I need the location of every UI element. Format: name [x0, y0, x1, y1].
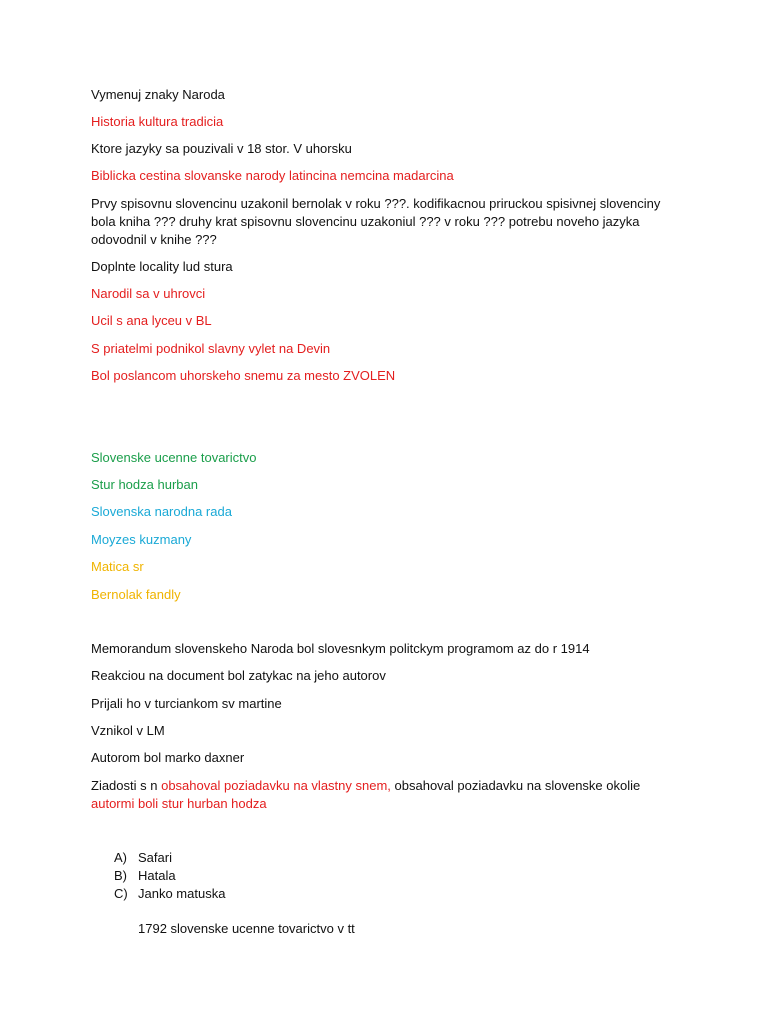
answer-line: Biblicka cestina slovanske narody latincina nemcina madarcina: [91, 168, 454, 183]
memorandum-line: Reakciou na document bol zatykac na jeho autorov: [91, 668, 386, 683]
question-line: Ktore jazyky sa pouzivali v 18 stor. V uhorsku: [91, 141, 352, 156]
text-segment-red: obsahoval poziadavku na vlastny snem,: [161, 778, 391, 793]
list-marker: C): [114, 886, 128, 901]
list-item: [114, 849, 172, 867]
blue-line: Moyzes kuzmany: [91, 532, 192, 547]
paragraph-line: Prvy spisovnu slovencinu uzakonil bernolak v roku ???. kodifikacnou priruckou spisivnej slovenciny: [91, 196, 661, 211]
paragraph-line: bola kniha ??? druhy krat spisovnu slovencinu uzakoniul ??? v roku ??? potrebu noveho jazyka: [91, 214, 640, 229]
list-text: Hatala: [138, 868, 176, 883]
list-text: Safari: [138, 850, 172, 865]
memorandum-line: Vznikol v LM: [91, 723, 165, 738]
list-item: [114, 867, 176, 885]
paragraph-line: odovodnil v knihe ???: [91, 232, 217, 247]
answer-line: S priatelmi podnikol slavny vylet na Devin: [91, 341, 331, 356]
green-line: Slovenske ucenne tovarictvo: [91, 450, 257, 465]
yellow-line: Matica sr: [91, 559, 144, 574]
question-line: Doplnte locality lud stura: [91, 259, 233, 274]
list-item: [114, 885, 225, 903]
indented-line: 1792 slovenske ucenne tovarictvo v tt: [138, 921, 355, 936]
text-segment: Ziadosti s n: [91, 778, 162, 793]
list-text: Janko matuska: [138, 886, 226, 901]
yellow-line: Bernolak fandly: [91, 587, 181, 602]
green-line: Stur hodza hurban: [91, 477, 198, 492]
memorandum-line: Prijali ho v turciankom sv martine: [91, 696, 282, 711]
mixed-line: [91, 777, 640, 795]
answer-line: autormi boli stur hurban hodza: [91, 796, 267, 811]
question-line: Vymenuj znaky Naroda: [91, 87, 225, 102]
memorandum-line: Memorandum slovenskeho Naroda bol slovesnkym politckym programom az do r 1914: [91, 641, 590, 656]
text-segment: obsahoval poziadavku na slovenske okolie: [390, 778, 641, 793]
answer-line: Ucil s ana lyceu v BL: [91, 313, 212, 328]
blue-line: Slovenska narodna rada: [91, 504, 232, 519]
memorandum-line: Autorom bol marko daxner: [91, 750, 245, 765]
answer-line: Historia kultura tradicia: [91, 114, 224, 129]
list-marker: B): [114, 868, 127, 883]
answer-line: Bol poslancom uhorskeho snemu za mesto ZVOLEN: [91, 368, 396, 383]
answer-line: Narodil sa v uhrovci: [91, 286, 206, 301]
list-marker: A): [114, 850, 127, 865]
